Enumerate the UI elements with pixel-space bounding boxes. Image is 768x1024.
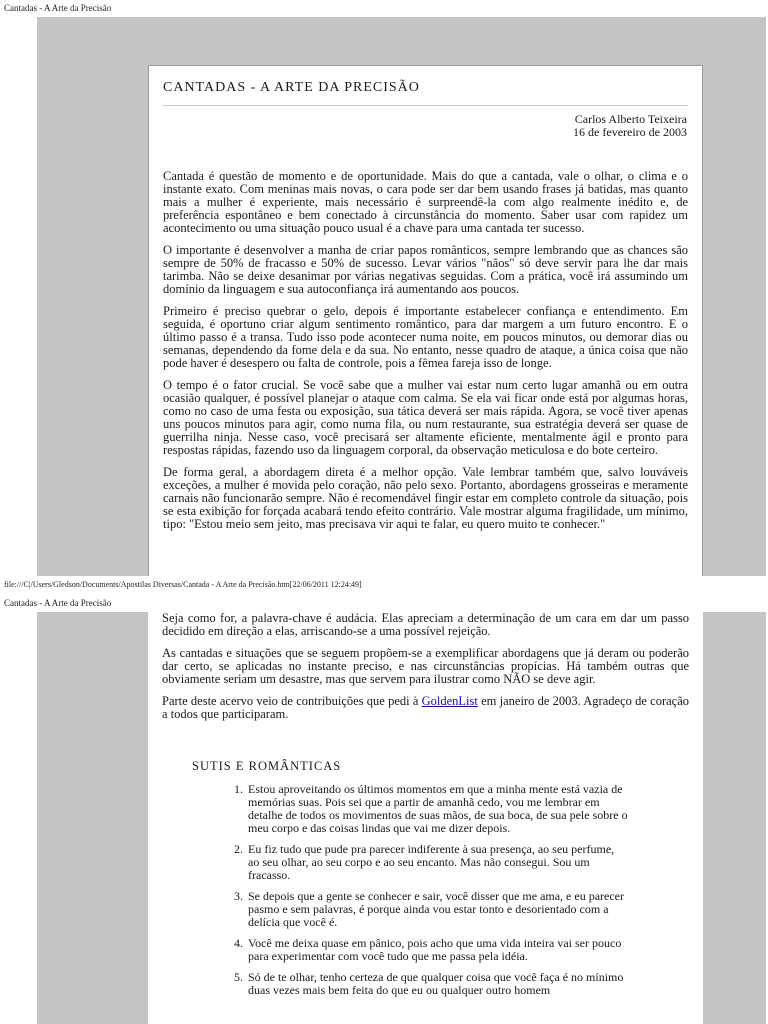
list-item xyxy=(218,937,628,963)
list-text: Você me deixa quase em pânico, pois acho que uma vida inteira vai ser pouco para experimentar com você tudo que me passa pela idéia. xyxy=(248,936,622,963)
list-number: 4. xyxy=(234,936,243,950)
list-text: Só de te olhar, tenho certeza de que qualquer coisa que você faça é no mínimo duas vezes mais bem feita do que eu ou qualquer outro homem xyxy=(248,970,624,997)
list-number: 3. xyxy=(234,889,243,903)
print-header: Cantadas - A Arte da Precisão xyxy=(4,3,112,13)
list-text: Eu fiz tudo que pude pra parecer indiferente à sua presença, ao seu perfume, ao seu olhar, ao seu corpo e ao seu encanto. Mas não consegui. Sou um fracasso. xyxy=(248,842,615,882)
list-item xyxy=(218,890,628,929)
list-text: Estou aproveitando os últimos momentos em que a minha mente está vazia de memórias suas. Pois sei que a partir de amanhã cedo, vou me lembrar em detalhe de todos os movimentos de suas mãos, de sua boca, de sua pele sobre o meu corpo e das coisas lindas que vai me dizer depois. xyxy=(248,782,628,835)
paragraph: O importante é desenvolver a manha de criar papos românticos, sempre lembrando que as chances são sempre de 50% de fracasso e 50% de sucesso. Levar vários "nãos" só deve servir para lhe dar mais tarimba. Não se deixe desanimar por várias negativas seguidas. Com a prática, você irá assumindo um domínio da linguagem e sua autoconfiança irá aumentando aos poucos. xyxy=(163,243,688,296)
page-background xyxy=(37,17,766,576)
paragraph-text: em janeiro de 2003. Agradeço de coração a todos que participaram. xyxy=(162,694,690,721)
section-heading: SUTIS E ROMÂNTICAS xyxy=(192,759,342,773)
article-body xyxy=(162,612,689,730)
pickup-lines-list xyxy=(218,783,628,1005)
print-header: Cantadas - A Arte da Precisão xyxy=(4,598,112,608)
list-item xyxy=(218,971,628,997)
goldenlist-link[interactable]: GoldenList xyxy=(421,694,478,708)
paragraph xyxy=(162,695,689,721)
paragraph: De forma geral, a abordagem direta é a melhor opção. Vale lembrar também que, salvo louváveis exceções, a mulher é movida pelo coração, não pelo sexo. Portanto, abordagens grosseiras e meramente carnais não funcionarão sempre. Não é recomendável fingir estar em completo controle da situação, pois se esta exibição for forçada acabará tendo efeito contrário. Vale mostrar alguma fragilidade, um mínimo, tipo: "Estou meio sem jeito, mas precisava vir aqui te falar, eu quero muito te conhecer." xyxy=(163,465,688,531)
page-background xyxy=(37,612,766,1024)
article-body xyxy=(163,170,688,540)
document-page-1 xyxy=(148,65,703,576)
paragraph-text: Parte deste acervo veio de contribuições que pedi à xyxy=(162,694,422,708)
publish-date: 16 de fevereiro de 2003 xyxy=(573,125,687,139)
list-number: 2. xyxy=(234,842,243,856)
author-block xyxy=(573,113,687,139)
title-divider xyxy=(163,105,688,106)
list-number: 5. xyxy=(234,970,243,984)
document-page-2 xyxy=(148,612,703,1024)
paragraph: Seja como for, a palavra-chave é audácia. Elas apreciam a determinação de um cara em dar um passo decidido em direção a elas, arriscando-se a uma possível rejeição. xyxy=(162,612,689,638)
list-text: Se depois que a gente se conhecer e sair, você disser que me ama, e eu parecer pasmo e sem palavras, é porque ainda vou estar tonto e desorientado com a delícia que você é. xyxy=(248,889,625,929)
paragraph: As cantadas e situações que se seguem propõem-se a exemplificar abordagens que já deram ou poderão dar certo, se aplicadas no instante preciso, e nas circunstâncias propícias. Há também outras que obviamente seriam um desastre, mas que servem para ilustrar como NÃO se deve agir. xyxy=(162,646,689,686)
author-name: Carlos Alberto Teixeira xyxy=(574,112,687,126)
paragraph: Cantada é questão de momento e de oportunidade. Mais do que a cantada, vale o olhar, o clima e o instante exato. Com meninas mais novas, o cara pode ser dar bem usando frases já batidas, mas quanto mais a mulher é experiente, mais necessário é surpreendê-la com algo realmente inédito e, de preferência espontâneo e bem conectado à circunstância do momento. Saber usar com rapidez um acontecimento ou uma situação pouco usual é a chave para uma cantada ter sucesso. xyxy=(163,169,688,235)
list-item xyxy=(218,783,628,835)
paragraph: Primeiro é preciso quebrar o gelo, depois é importante estabelecer confiança e entendimento. Em seguida, é oportuno criar algum sentimento romântico, para dar margem a um futuro encontro. E o último passo é a transa. Tudo isso pode acontecer numa noite, em poucos minutos, ou demorar dias ou semanas, dependendo da fome dela e da sua. No entanto, nesse quadro de ataque, a única coisa que não pode haver é desespero ou falta de controle, pois a fêmea fareja isso de longe. xyxy=(163,304,688,370)
print-footer: file:///C|/Users/Gledson/Documents/Apostilas Diversas/Cantada - A Arte da Precisão.htm[22/06/2011 12:24:49] xyxy=(4,580,362,589)
paragraph: O tempo é o fator crucial. Se você sabe que a mulher vai estar num certo lugar amanhã ou em outra ocasião qualquer, é possível planejar o ataque com calma. Se ela vai ficar onde está por algumas horas, como no caso de uma festa ou exposição, sua tática deverá ser mais rápida. Agora, se você tiver apenas uns poucos minutos para agir, como numa fila, ou num restaurante, sua estratégia deverá ser quase de guerrilha ninja. Nesse caso, você precisará ser altamente eficiente, mentalmente ágil e pronto para respostas rápidas, fazendo uso da linguagem corporal, da observação meticulosa e do bote certeiro. xyxy=(163,378,688,457)
list-item xyxy=(218,843,628,882)
document-title: CANTADAS - A ARTE DA PRECISÃO xyxy=(163,80,420,95)
list-number: 1. xyxy=(234,782,243,796)
